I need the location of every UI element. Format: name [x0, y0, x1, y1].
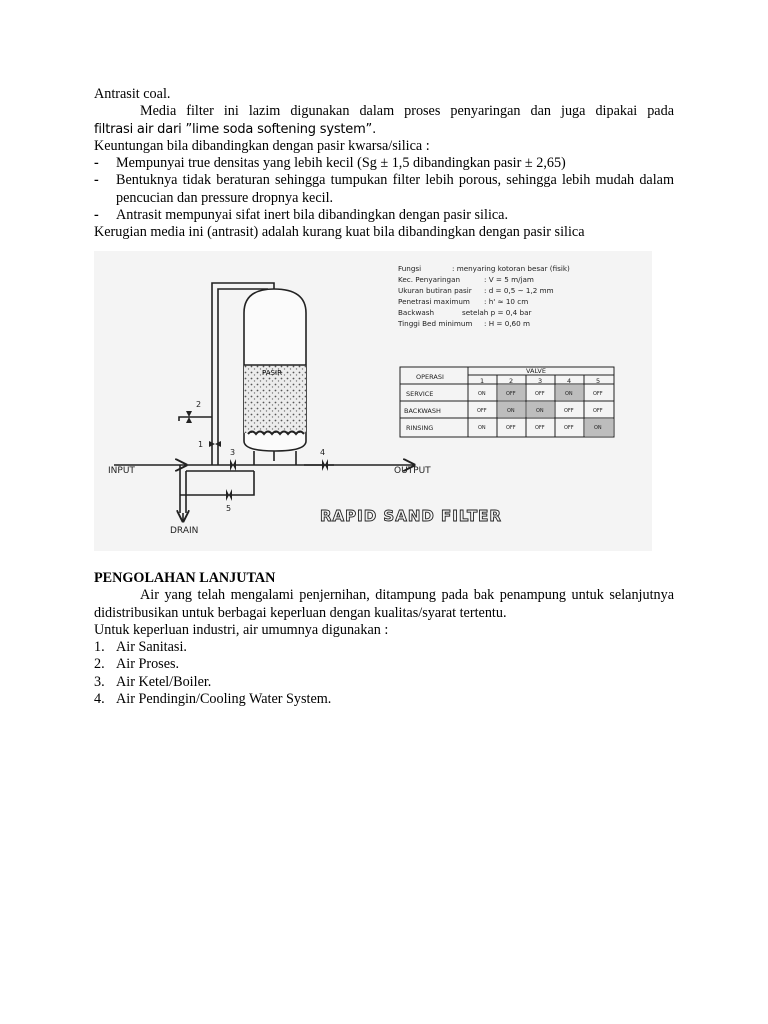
svg-text:4: 4: [567, 377, 572, 385]
rapid-sand-filter-diagram: [94, 251, 652, 551]
spec-label: Penetrasi maximum: [398, 297, 470, 306]
spec-value: setelah p = 0,4 bar: [462, 308, 532, 317]
advantage-item: - Mempunyai true densitas yang lebih kecil (Sg ± 1,5 dibandingkan pasir ± 2,65): [94, 155, 566, 172]
drain-label: DRAIN: [170, 526, 199, 536]
filter-tank: [244, 289, 306, 465]
list-item: 4. Air Pendingin/Cooling Water System.: [94, 691, 332, 708]
valve-4: [322, 459, 328, 471]
table-row-label: RINSING: [406, 424, 434, 432]
svg-text:ON: ON: [594, 425, 602, 431]
svg-text:OFF: OFF: [535, 425, 545, 431]
list-item: 1. Air Sanitasi.: [94, 639, 187, 656]
svg-text:2: 2: [196, 400, 202, 409]
filter-schematic: [94, 251, 652, 551]
list-item: 3. Air Ketel/Boiler.: [94, 673, 212, 690]
svg-text:ON: ON: [565, 391, 573, 397]
svg-text:2: 2: [509, 377, 514, 385]
spec-label: Kec. Penyaringan: [398, 275, 461, 284]
tank-label: PASIR: [262, 369, 282, 377]
spec-value: : V = 5 m/jam: [484, 275, 534, 284]
spec-value: : menyaring kotoran besar (fisik): [452, 264, 570, 273]
svg-text:OFF: OFF: [593, 408, 603, 414]
svg-text:OFF: OFF: [506, 391, 516, 397]
svg-text:OFF: OFF: [535, 391, 545, 397]
usage-list: [94, 639, 674, 708]
svg-text:ON: ON: [478, 425, 486, 431]
list-item: 2. Air Proses.: [94, 656, 180, 673]
svg-text:ON: ON: [478, 391, 486, 397]
spec-value: : h' ≈ 10 cm: [484, 297, 529, 306]
spec-value: : d = 0,5 ~ 1,2 mm: [484, 286, 554, 295]
svg-text:ON: ON: [536, 408, 544, 414]
valve-5: [226, 489, 232, 501]
list-lead: Untuk keperluan industri, air umumnya digunakan :: [94, 621, 389, 638]
advantages-lead: Keuntungan bila dibandingkan dengan pasir kwarsa/silica :: [94, 137, 430, 154]
intro-paragraph: Media filter ini lazim digunakan dalam proses penyaringan dan juga dipakai pada: [140, 103, 674, 120]
spec-list: [397, 264, 570, 328]
spec-value: : H = 0,60 m: [484, 319, 530, 328]
section-paragraph: Air yang telah mengalami penjernihan, ditampung pada bak penampung untuk selanjutnya didistribusikan untuk berbagai keperluan dengan kualitas/syarat tertentu.: [94, 587, 674, 621]
spec-label: Backwash: [398, 308, 435, 317]
table-header-operation: OPERASI: [416, 373, 444, 381]
advantage-item: - Antrasit mempunyai sifat inert bila dibandingkan dengan pasir silica.: [94, 207, 509, 224]
valve-3: [230, 459, 236, 471]
intro-block: [94, 86, 674, 242]
spec-label: Fungsi: [398, 264, 422, 273]
intro-paragraph-continued: filtrasi air dari ”lime soda softening system”.: [94, 121, 377, 137]
svg-text:1: 1: [480, 377, 485, 385]
spec-label: Tinggi Bed minimum: [398, 319, 473, 328]
svg-text:OFF: OFF: [477, 408, 487, 414]
advantages-list: [94, 155, 674, 224]
valve-table: [400, 367, 614, 437]
svg-text:ON: ON: [507, 408, 515, 414]
svg-text:OFF: OFF: [593, 391, 603, 397]
antrasit-title: Antrasit coal.: [94, 86, 171, 102]
svg-text:4: 4: [320, 448, 326, 457]
input-label: INPUT: [108, 466, 135, 476]
svg-text:OFF: OFF: [506, 425, 516, 431]
output-label: OUTPUT: [394, 466, 431, 476]
table-header-valve: VALVE: [526, 367, 546, 375]
advantage-item: - Bentuknya tidak beraturan sehingga tumpukan filter lebih porous, sehingga lebih mudah dalam pencucian dan pressure dropnya kecil.: [94, 172, 674, 206]
svg-text:1: 1: [198, 440, 204, 449]
svg-text:OFF: OFF: [564, 408, 574, 414]
valve-1: [209, 441, 221, 447]
disadvantage-text: Kerugian media ini (antrasit) adalah kurang kuat bila dibandingkan dengan pasir silica: [94, 224, 585, 241]
svg-text:5: 5: [226, 504, 232, 513]
table-row-label: SERVICE: [406, 390, 434, 398]
svg-text:5: 5: [596, 377, 601, 385]
table-row-label: BACKWASH: [404, 407, 441, 415]
svg-text:3: 3: [538, 377, 543, 385]
svg-text:3: 3: [230, 448, 236, 457]
spec-label: Ukuran butiran pasir: [398, 286, 472, 295]
further-processing-section: [94, 570, 674, 708]
section-heading: PENGOLAHAN LANJUTAN: [94, 570, 276, 586]
diagram-caption: RAPID SAND FILTER: [320, 507, 502, 525]
svg-text:OFF: OFF: [564, 425, 574, 431]
